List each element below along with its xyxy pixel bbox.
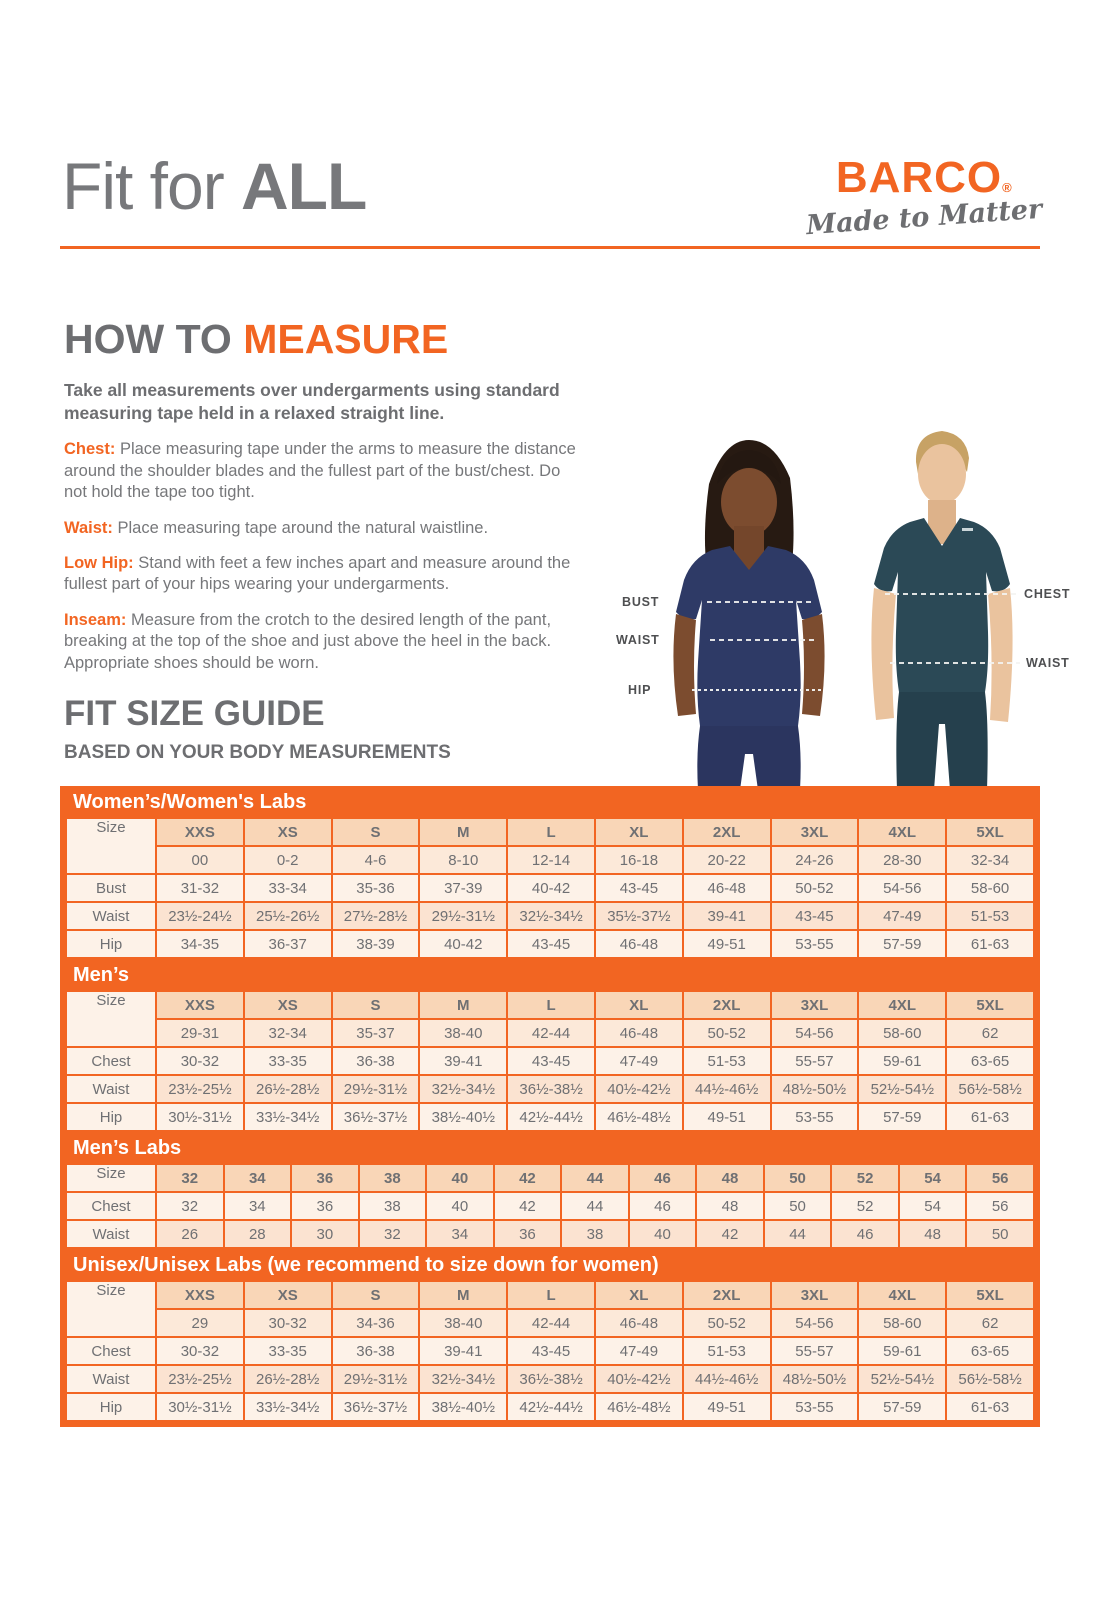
value-cell: 36½-37½ bbox=[333, 1104, 419, 1130]
measure-item-inseam bbox=[64, 610, 580, 674]
size-header-cell: 5XL bbox=[947, 992, 1033, 1018]
size-number-cell: 16-18 bbox=[596, 847, 682, 873]
value-cell: 32½-34½ bbox=[420, 1366, 506, 1392]
row-label-cell: Waist bbox=[67, 1221, 155, 1247]
table-row-waist bbox=[67, 903, 1033, 929]
value-cell: 39-41 bbox=[684, 903, 770, 929]
value-cell: 23½-24½ bbox=[157, 903, 243, 929]
value-cell: 56½-58½ bbox=[947, 1366, 1033, 1392]
size-header-cell: 36 bbox=[292, 1165, 358, 1191]
header-divider bbox=[60, 246, 1040, 249]
value-cell: 53-55 bbox=[772, 1104, 858, 1130]
brand-tagline: Made to Matter bbox=[804, 193, 1043, 242]
woman-model bbox=[673, 440, 824, 790]
size-number-cell: 30-32 bbox=[245, 1310, 331, 1336]
row-label-cell: Waist bbox=[67, 1366, 155, 1392]
size-header-cell: 44 bbox=[562, 1165, 628, 1191]
size-number-cell: 00 bbox=[157, 847, 243, 873]
size-header-cell: M bbox=[420, 819, 506, 845]
woman-face bbox=[721, 468, 777, 536]
size-header-cell: 2XL bbox=[684, 992, 770, 1018]
value-cell: 51-53 bbox=[947, 903, 1033, 929]
value-cell: 46½-48½ bbox=[596, 1394, 682, 1420]
value-cell: 34-35 bbox=[157, 931, 243, 957]
size-table-mens-labs bbox=[65, 1163, 1035, 1249]
value-cell: 23½-25½ bbox=[157, 1366, 243, 1392]
size-header-cell: 5XL bbox=[947, 1282, 1033, 1308]
row-label-cell: Bust bbox=[67, 875, 155, 901]
value-cell: 44 bbox=[765, 1221, 831, 1247]
table-title-bar-unisex: Unisex/Unisex Labs (we recommend to size down for women) bbox=[73, 1254, 659, 1276]
size-header-cell: 38 bbox=[360, 1165, 426, 1191]
row-label-cell: Chest bbox=[67, 1193, 155, 1219]
brand-logo bbox=[804, 153, 1043, 242]
value-cell: 26½-28½ bbox=[245, 1076, 331, 1102]
size-number-cell: 46-48 bbox=[596, 1020, 682, 1046]
value-cell: 52 bbox=[832, 1193, 898, 1219]
value-cell: 34 bbox=[427, 1221, 493, 1247]
value-cell: 48 bbox=[697, 1193, 763, 1219]
value-cell: 56½-58½ bbox=[947, 1076, 1033, 1102]
value-cell: 32½-34½ bbox=[420, 1076, 506, 1102]
size-number-cell: 34-36 bbox=[333, 1310, 419, 1336]
measure-item-lowhip bbox=[64, 553, 580, 596]
size-number-cell: 32-34 bbox=[245, 1020, 331, 1046]
value-cell: 53-55 bbox=[772, 1394, 858, 1420]
value-cell: 36-38 bbox=[333, 1338, 419, 1364]
how-to-measure-heading bbox=[64, 316, 580, 363]
size-header-cell: 40 bbox=[427, 1165, 493, 1191]
size-header-cell: 48 bbox=[697, 1165, 763, 1191]
size-header-cell: 2XL bbox=[684, 1282, 770, 1308]
value-cell: 44½-46½ bbox=[684, 1366, 770, 1392]
size-number-cell: 28-30 bbox=[859, 847, 945, 873]
man-model bbox=[871, 431, 1020, 790]
chest-label: CHEST bbox=[1024, 587, 1071, 601]
size-header-cell: 3XL bbox=[772, 819, 858, 845]
measure-label: Chest: bbox=[64, 440, 116, 459]
waist-label-right: WAIST bbox=[1026, 656, 1070, 670]
woman-right-arm bbox=[802, 614, 825, 716]
value-cell: 59-61 bbox=[859, 1338, 945, 1364]
value-cell: 38-39 bbox=[333, 931, 419, 957]
value-cell: 40 bbox=[427, 1193, 493, 1219]
size-number-cell: 62 bbox=[947, 1310, 1033, 1336]
value-cell: 57-59 bbox=[859, 1104, 945, 1130]
value-cell: 52½-54½ bbox=[859, 1366, 945, 1392]
size-header-cell: S bbox=[333, 992, 419, 1018]
size-header-cell: 54 bbox=[900, 1165, 966, 1191]
size-number-cell: 38-40 bbox=[420, 1310, 506, 1336]
row-label-cell: Waist bbox=[67, 903, 155, 929]
size-number-cell: 20-22 bbox=[684, 847, 770, 873]
size-number-cell: 4-6 bbox=[333, 847, 419, 873]
size-header-cell: XS bbox=[245, 1282, 331, 1308]
corner-cell: Size bbox=[67, 1165, 155, 1191]
size-number-cell: 62 bbox=[947, 1020, 1033, 1046]
size-header-cell: S bbox=[333, 819, 419, 845]
size-table-womens bbox=[65, 817, 1035, 959]
value-cell: 63-65 bbox=[947, 1048, 1033, 1074]
value-cell: 30½-31½ bbox=[157, 1104, 243, 1130]
size-number-cell: 58-60 bbox=[859, 1020, 945, 1046]
size-number-cell: 42-44 bbox=[508, 1020, 594, 1046]
measure-intro: Take all measurements over undergarments using standard measuring tape held in a relaxed straight line. bbox=[64, 380, 560, 424]
value-cell: 57-59 bbox=[859, 931, 945, 957]
table-row-chest bbox=[67, 1193, 1033, 1219]
value-cell: 32 bbox=[360, 1221, 426, 1247]
row-label-cell: Chest bbox=[67, 1338, 155, 1364]
value-cell: 35-36 bbox=[333, 875, 419, 901]
size-guide-heading: FIT SIZE GUIDE bbox=[64, 694, 325, 733]
value-cell: 40½-42½ bbox=[596, 1366, 682, 1392]
size-guide-panel bbox=[60, 786, 1040, 1427]
measure-text: Place measuring tape under the arms to measure the distance around the shoulder blades and the fullest part of the bust/chest. Do not hold the tape too tight. bbox=[64, 440, 576, 502]
value-cell: 44½-46½ bbox=[684, 1076, 770, 1102]
size-number-cell: 38-40 bbox=[420, 1020, 506, 1046]
value-cell: 46-48 bbox=[596, 931, 682, 957]
value-cell: 50 bbox=[967, 1221, 1033, 1247]
measure-text: Stand with feet a few inches apart and measure around the fullest part of your hips wearing your undergarments. bbox=[64, 553, 571, 594]
value-cell: 43-45 bbox=[772, 903, 858, 929]
value-cell: 48 bbox=[900, 1221, 966, 1247]
value-cell: 42 bbox=[697, 1221, 763, 1247]
size-number-cell: 0-2 bbox=[245, 847, 331, 873]
brand-name: BARCO bbox=[835, 153, 1003, 202]
value-cell: 52½-54½ bbox=[859, 1076, 945, 1102]
value-cell: 50 bbox=[765, 1193, 831, 1219]
man-face bbox=[918, 444, 966, 504]
size-number-cell: 29-31 bbox=[157, 1020, 243, 1046]
row-label-cell: Waist bbox=[67, 1076, 155, 1102]
table-row-hip bbox=[67, 931, 1033, 957]
measure-label: Low Hip: bbox=[64, 553, 134, 572]
measure-text: Measure from the crotch to the desired length of the pant, breaking at the top of the shoe and just above the heel in the back. Appropriate shoes should be worn. bbox=[64, 610, 552, 672]
size-header-cell: XXS bbox=[157, 819, 243, 845]
value-cell: 30 bbox=[292, 1221, 358, 1247]
size-header-cell: L bbox=[508, 819, 594, 845]
value-cell: 32½-34½ bbox=[508, 903, 594, 929]
value-cell: 46 bbox=[832, 1221, 898, 1247]
size-header-cell: 42 bbox=[495, 1165, 561, 1191]
table-row-waist bbox=[67, 1366, 1033, 1392]
man-scrub-pants bbox=[896, 692, 987, 790]
value-cell: 38½-40½ bbox=[420, 1104, 506, 1130]
value-cell: 36 bbox=[495, 1221, 561, 1247]
measure-item-waist bbox=[64, 518, 580, 539]
measure-text: Place measuring tape around the natural waistline. bbox=[117, 518, 489, 537]
corner-cell: Size bbox=[67, 819, 155, 873]
page-title-light: Fit for bbox=[62, 149, 242, 223]
value-cell: 31-32 bbox=[157, 875, 243, 901]
size-number-cell: 32-34 bbox=[947, 847, 1033, 873]
value-cell: 36-38 bbox=[333, 1048, 419, 1074]
size-header-row bbox=[67, 992, 1033, 1018]
size-header-cell: XXS bbox=[157, 1282, 243, 1308]
value-cell: 43-45 bbox=[508, 931, 594, 957]
value-cell: 33½-34½ bbox=[245, 1394, 331, 1420]
value-cell: 32 bbox=[157, 1193, 223, 1219]
size-header-cell: 34 bbox=[225, 1165, 291, 1191]
value-cell: 38½-40½ bbox=[420, 1394, 506, 1420]
brand-wordmark bbox=[806, 153, 1042, 202]
value-cell: 38 bbox=[360, 1193, 426, 1219]
value-cell: 36½-38½ bbox=[508, 1366, 594, 1392]
value-cell: 42½-44½ bbox=[508, 1394, 594, 1420]
value-cell: 46-48 bbox=[684, 875, 770, 901]
size-header-cell: XS bbox=[245, 819, 331, 845]
row-label-cell: Hip bbox=[67, 1394, 155, 1420]
size-header-cell: L bbox=[508, 1282, 594, 1308]
size-header-cell: XXS bbox=[157, 992, 243, 1018]
table-row-waist bbox=[67, 1221, 1033, 1247]
value-cell: 47-49 bbox=[596, 1048, 682, 1074]
value-cell: 26½-28½ bbox=[245, 1366, 331, 1392]
value-cell: 49-51 bbox=[684, 1104, 770, 1130]
size-header-row bbox=[67, 819, 1033, 845]
value-cell: 49-51 bbox=[684, 1394, 770, 1420]
man-left-arm bbox=[871, 588, 896, 720]
value-cell: 35½-37½ bbox=[596, 903, 682, 929]
size-header-cell: XL bbox=[596, 992, 682, 1018]
size-number-cell: 8-10 bbox=[420, 847, 506, 873]
value-cell: 23½-25½ bbox=[157, 1076, 243, 1102]
value-cell: 54-56 bbox=[859, 875, 945, 901]
value-cell: 40½-42½ bbox=[596, 1076, 682, 1102]
size-header-cell: 5XL bbox=[947, 819, 1033, 845]
value-cell: 33-35 bbox=[245, 1048, 331, 1074]
corner-cell: Size bbox=[67, 1282, 155, 1336]
woman-scrub-pants bbox=[697, 726, 800, 790]
value-cell: 49-51 bbox=[684, 931, 770, 957]
value-cell: 30-32 bbox=[157, 1338, 243, 1364]
value-cell: 36½-37½ bbox=[333, 1394, 419, 1420]
value-cell: 33½-34½ bbox=[245, 1104, 331, 1130]
table-row-waist bbox=[67, 1076, 1033, 1102]
size-header-cell: L bbox=[508, 992, 594, 1018]
size-number-cell: 46-48 bbox=[596, 1310, 682, 1336]
value-cell: 33-35 bbox=[245, 1338, 331, 1364]
value-cell: 40-42 bbox=[420, 931, 506, 957]
size-number-cell: 54-56 bbox=[772, 1310, 858, 1336]
value-cell: 42 bbox=[495, 1193, 561, 1219]
table-row-chest bbox=[67, 1048, 1033, 1074]
man-right-arm bbox=[988, 588, 1013, 722]
size-number-cell: 42-44 bbox=[508, 1310, 594, 1336]
value-cell: 57-59 bbox=[859, 1394, 945, 1420]
table-row-bust bbox=[67, 875, 1033, 901]
size-header-cell: 3XL bbox=[772, 992, 858, 1018]
value-cell: 37-39 bbox=[420, 875, 506, 901]
measure-item-chest bbox=[64, 439, 580, 503]
row-label-cell: Hip bbox=[67, 1104, 155, 1130]
value-cell: 42½-44½ bbox=[508, 1104, 594, 1130]
size-header-row bbox=[67, 1282, 1033, 1308]
heading-orange-part: MEASURE bbox=[243, 316, 449, 362]
table-row-chest bbox=[67, 1338, 1033, 1364]
value-cell: 43-45 bbox=[596, 875, 682, 901]
value-cell: 56 bbox=[967, 1193, 1033, 1219]
size-header-cell: S bbox=[333, 1282, 419, 1308]
size-header-cell: 56 bbox=[967, 1165, 1033, 1191]
size-header-cell: 2XL bbox=[684, 819, 770, 845]
corner-cell: Size bbox=[67, 992, 155, 1046]
value-cell: 28 bbox=[225, 1221, 291, 1247]
hip-label: HIP bbox=[628, 683, 652, 697]
woman-scrub-top bbox=[676, 546, 822, 726]
value-cell: 44 bbox=[562, 1193, 628, 1219]
value-cell: 39-41 bbox=[420, 1048, 506, 1074]
size-number-cell: 50-52 bbox=[684, 1020, 770, 1046]
value-cell: 47-49 bbox=[596, 1338, 682, 1364]
table-row-hip bbox=[67, 1104, 1033, 1130]
measure-label: Inseam: bbox=[64, 610, 127, 629]
size-number-row bbox=[67, 1020, 1033, 1046]
size-header-cell: 46 bbox=[630, 1165, 696, 1191]
value-cell: 39-41 bbox=[420, 1338, 506, 1364]
size-number-cell: 24-26 bbox=[772, 847, 858, 873]
value-cell: 25½-26½ bbox=[245, 903, 331, 929]
row-label-cell: Hip bbox=[67, 931, 155, 957]
value-cell: 38 bbox=[562, 1221, 628, 1247]
value-cell: 55-57 bbox=[772, 1338, 858, 1364]
value-cell: 48½-50½ bbox=[772, 1366, 858, 1392]
waist-label-left: WAIST bbox=[616, 633, 660, 647]
value-cell: 33-34 bbox=[245, 875, 331, 901]
value-cell: 54 bbox=[900, 1193, 966, 1219]
value-cell: 29½-31½ bbox=[333, 1076, 419, 1102]
value-cell: 58-60 bbox=[947, 875, 1033, 901]
size-number-cell: 50-52 bbox=[684, 1310, 770, 1336]
size-header-cell: M bbox=[420, 1282, 506, 1308]
size-number-row bbox=[67, 847, 1033, 873]
value-cell: 30½-31½ bbox=[157, 1394, 243, 1420]
value-cell: 59-61 bbox=[859, 1048, 945, 1074]
value-cell: 48½-50½ bbox=[772, 1076, 858, 1102]
registered-mark: ® bbox=[1002, 180, 1012, 195]
size-header-cell: 50 bbox=[765, 1165, 831, 1191]
size-header-cell: 4XL bbox=[859, 1282, 945, 1308]
size-number-cell: 12-14 bbox=[508, 847, 594, 873]
value-cell: 43-45 bbox=[508, 1048, 594, 1074]
value-cell: 46 bbox=[630, 1193, 696, 1219]
size-header-cell: XL bbox=[596, 1282, 682, 1308]
table-row-hip bbox=[67, 1394, 1033, 1420]
value-cell: 53-55 bbox=[772, 931, 858, 957]
value-cell: 61-63 bbox=[947, 931, 1033, 957]
table-title-bar-mens: Men’s bbox=[73, 964, 129, 986]
value-cell: 36-37 bbox=[245, 931, 331, 957]
table-title-bar-mens-labs: Men’s Labs bbox=[73, 1137, 182, 1159]
value-cell: 43-45 bbox=[508, 1338, 594, 1364]
models-illustration bbox=[612, 422, 1072, 790]
value-cell: 29½-31½ bbox=[420, 903, 506, 929]
how-to-measure-section bbox=[64, 316, 580, 688]
man-chest-pocket bbox=[962, 528, 973, 531]
size-number-cell: 35-37 bbox=[333, 1020, 419, 1046]
table-title-bar-womens: Women’s/Women's Labs bbox=[73, 791, 307, 813]
value-cell: 40 bbox=[630, 1221, 696, 1247]
size-header-cell: 52 bbox=[832, 1165, 898, 1191]
page-title bbox=[62, 148, 366, 224]
size-header-cell: 3XL bbox=[772, 1282, 858, 1308]
value-cell: 51-53 bbox=[684, 1048, 770, 1074]
size-table-unisex bbox=[65, 1280, 1035, 1422]
value-cell: 34 bbox=[225, 1193, 291, 1219]
size-number-row bbox=[67, 1310, 1033, 1336]
value-cell: 61-63 bbox=[947, 1104, 1033, 1130]
size-number-cell: 54-56 bbox=[772, 1020, 858, 1046]
models-photo bbox=[612, 422, 1072, 790]
size-number-cell: 58-60 bbox=[859, 1310, 945, 1336]
size-header-cell: M bbox=[420, 992, 506, 1018]
value-cell: 29½-31½ bbox=[333, 1366, 419, 1392]
size-header-cell: XS bbox=[245, 992, 331, 1018]
value-cell: 61-63 bbox=[947, 1394, 1033, 1420]
size-header-cell: 4XL bbox=[859, 819, 945, 845]
value-cell: 51-53 bbox=[684, 1338, 770, 1364]
row-label-cell: Chest bbox=[67, 1048, 155, 1074]
size-header-cell: 4XL bbox=[859, 992, 945, 1018]
woman-left-arm bbox=[673, 614, 696, 716]
value-cell: 27½-28½ bbox=[333, 903, 419, 929]
value-cell: 36½-38½ bbox=[508, 1076, 594, 1102]
heading-gray-part: HOW TO bbox=[64, 316, 244, 362]
value-cell: 55-57 bbox=[772, 1048, 858, 1074]
size-number-cell: 29 bbox=[157, 1310, 243, 1336]
value-cell: 46½-48½ bbox=[596, 1104, 682, 1130]
bust-label: BUST bbox=[622, 595, 660, 609]
size-header-row bbox=[67, 1165, 1033, 1191]
page-title-bold: ALL bbox=[241, 149, 367, 223]
size-header-cell: XL bbox=[596, 819, 682, 845]
value-cell: 30-32 bbox=[157, 1048, 243, 1074]
size-table-mens bbox=[65, 990, 1035, 1132]
size-header-cell: 32 bbox=[157, 1165, 223, 1191]
value-cell: 26 bbox=[157, 1221, 223, 1247]
value-cell: 63-65 bbox=[947, 1338, 1033, 1364]
value-cell: 50-52 bbox=[772, 875, 858, 901]
size-guide-subheading: BASED ON YOUR BODY MEASUREMENTS bbox=[64, 742, 451, 763]
value-cell: 36 bbox=[292, 1193, 358, 1219]
value-cell: 47-49 bbox=[859, 903, 945, 929]
value-cell: 40-42 bbox=[508, 875, 594, 901]
measure-label: Waist: bbox=[64, 518, 113, 537]
